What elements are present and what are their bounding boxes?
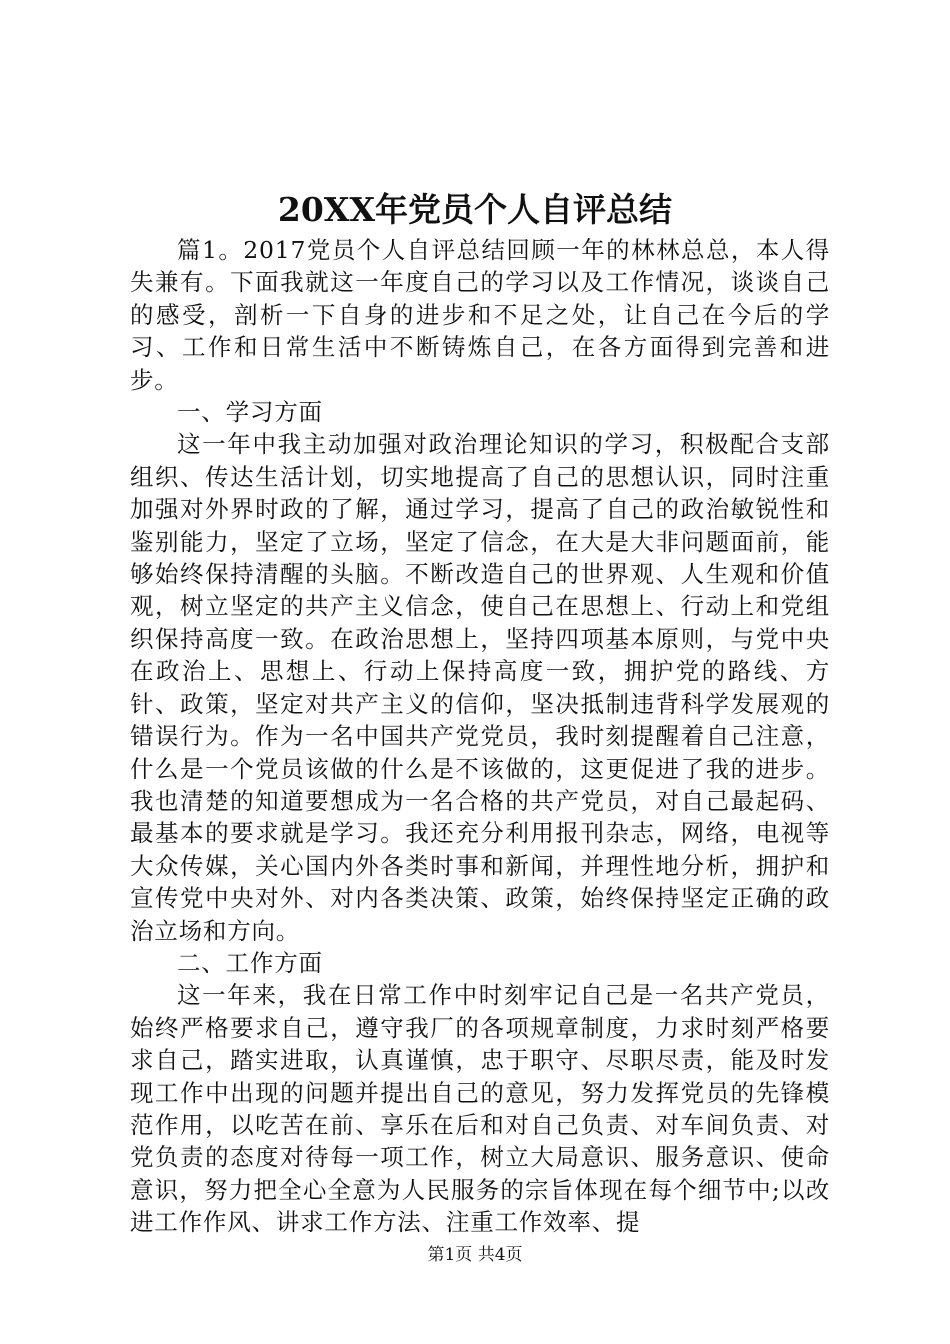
work-paragraph: 这一年来，我在日常工作中时刻牢记自己是一名共产党员，始终严格要求自己，遵守我厂的各项规章制度，力求时刻严格要求自己，踏实进取，认真谨慎，忠于职守、尽职尽责，能及时发现工作中出现的问题并提出自己的意见，努力发挥党员的先锋模范作用，以吃苦在前、享乐在后和对自己负责、对车间负责、对党负责的态度对待每一项工作，树立大局意识、服务意识、使命意识，努力把全心全意为人民服务的宗旨体现在每个细节中;以改进工作作风、讲求工作方法、注重工作效率、提	[130, 981, 830, 1237]
document-title: 20XX年党员个人自评总结	[277, 190, 673, 229]
document-body	[130, 234, 830, 1239]
intro-paragraph: 篇1。2017党员个人自评总结回顾一年的林林总总，本人得失兼有。下面我就这一年度自己的学习以及工作情况，谈谈自己的感受，剖析一下自身的进步和不足之处，让自己在今后的学习、工作和日常生活中不断铸炼自己，在各方面得到完善和进步。	[130, 236, 830, 394]
section-heading-study: 一、学习方面	[177, 398, 323, 427]
study-paragraph: 这一年中我主动加强对政治理论知识的学习，积极配合支部组织、传达生活计划，切实地提高了自己的思想认识，同时注重加强对外界时政的了解，通过学习，提高了自己的政治敏锐性和鉴别能力，坚定了立场，坚定了信念，在大是大非问题面前，能够始终保持清醒的头脑。不断改造自己的世界观、人生观和价值观，树立坚定的共产主义信念，使自己在思想上、行动上和党组织保持高度一致。在政治思想上，坚持四项基本原则，与党中央在政治上、思想上、行动上保持高度一致，拥护党的路线、方针、政策，坚定对共产主义的信仰，坚决抵制违背科学发展观的错误行为。作为一名中国共产党党员，我时刻提醒着自己注意，什么是一个党员该做的什么是不该做的，这更促进了我的进步。我也清楚的知道要想成为一名合格的共产党员，对自己最起码、最基本的要求就是学习。我还充分利用报刊杂志，网络，电视等大众传媒，关心国内外各类时事和新闻，并理性地分析，拥护和宣传党中央对外、对内各类决策、政策，始终保持坚定正确的政治立场和方向。	[130, 430, 830, 945]
section-heading-work: 二、工作方面	[177, 948, 323, 977]
page-number-footer: 第1页 共4页	[427, 1245, 523, 1265]
